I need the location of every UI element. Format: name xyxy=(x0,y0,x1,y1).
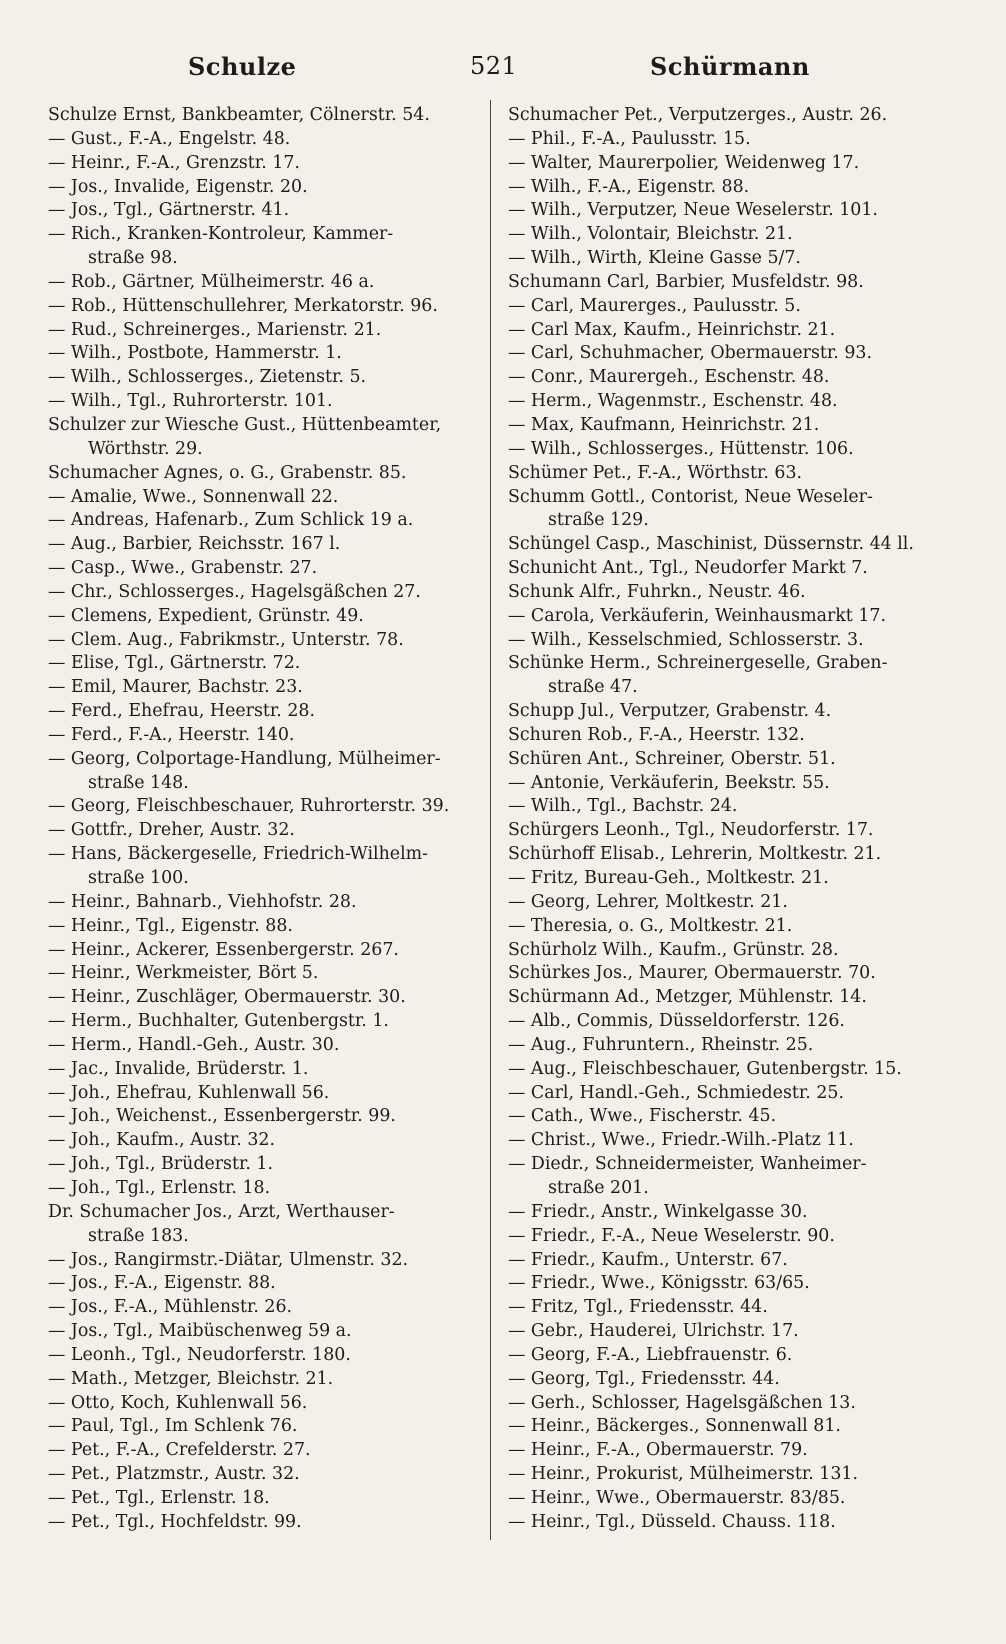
directory-entry: — Joh., Tgl., Erlenstr. 18. xyxy=(48,1177,271,1198)
directory-entry: — Heinr., F.-A., Obermauerstr. 79. xyxy=(508,1440,808,1461)
directory-entry: Schuren Rob., F.-A., Heerstr. 132. xyxy=(508,724,805,745)
directory-entry: — Christ., Wwe., Friedr.-Wilh.-Platz 11. xyxy=(508,1130,854,1151)
directory-entry: — Heinr., Bahnarb., Viehhofstr. 28. xyxy=(48,891,357,912)
directory-entry: — Rob., Gärtner, Mülheimerstr. 46 a. xyxy=(48,271,375,292)
running-head-left: Schulze xyxy=(188,52,297,81)
directory-entry: — Wilh., F.-A., Eigenstr. 88. xyxy=(508,176,750,197)
directory-entry: Schulzer zur Wiesche Gust., Hüttenbeamter, xyxy=(48,414,442,435)
directory-entry: — Heinr., Zuschläger, Obermauerstr. 30. xyxy=(48,987,406,1008)
directory-entry: — Friedr., Kaufm., Unterstr. 67. xyxy=(508,1249,788,1270)
directory-entry: — Heinr., Bäckerges., Sonnenwall 81. xyxy=(508,1416,841,1437)
directory-entry: — Carl, Handl.-Geh., Schmiedestr. 25. xyxy=(508,1082,844,1103)
directory-entry: Dr. Schumacher Jos., Arzt, Werthauser- xyxy=(48,1201,395,1222)
directory-entry: — Heinr., F.-A., Grenzstr. 17. xyxy=(48,152,300,173)
directory-entry: — Otto, Koch, Kuhlenwall 56. xyxy=(48,1392,308,1413)
directory-entry: Schunicht Ant., Tgl., Neudorfer Markt 7. xyxy=(508,558,868,579)
directory-entry: — Math., Metzger, Bleichstr. 21. xyxy=(48,1368,334,1389)
directory-entry: — Alb., Commis, Düsseldorferstr. 126. xyxy=(508,1011,845,1032)
directory-entry-continuation: straße 47. xyxy=(548,677,638,698)
directory-entry: — Cath., Wwe., Fischerstr. 45. xyxy=(508,1106,777,1127)
directory-entry: Schumm Gottl., Contorist, Neue Weseler- xyxy=(508,486,873,507)
directory-entry: — Pet., Tgl., Hochfeldstr. 99. xyxy=(48,1511,302,1532)
directory-entry: — Jos., F.-A., Eigenstr. 88. xyxy=(48,1273,276,1294)
left-column xyxy=(48,104,480,1535)
directory-entry: — Emil, Maurer, Bachstr. 23. xyxy=(48,677,303,698)
directory-entry: — Georg, Lehrer, Moltkestr. 21. xyxy=(508,891,788,912)
directory-entry: — Friedr., Wwe., Königsstr. 63/65. xyxy=(508,1273,810,1294)
directory-entry: — Fritz, Bureau-Geh., Moltkestr. 21. xyxy=(508,868,829,888)
directory-entry: — Hans, Bäckergeselle, Friedrich-Wilhelm- xyxy=(48,844,428,865)
directory-entry: Schürgers Leonh., Tgl., Neudorferstr. 17. xyxy=(508,820,874,841)
directory-entry: — Gerh., Schlosser, Hagelsgäßchen 13. xyxy=(508,1392,856,1413)
directory-entry: Schümer Pet., F.-A., Wörthstr. 63. xyxy=(508,462,803,483)
directory-entry: — Casp., Wwe., Grabenstr. 27. xyxy=(48,558,318,579)
directory-entry: — Herm., Wagenmstr., Eschenstr. 48. xyxy=(508,391,838,412)
directory-entry: — Aug., Barbier, Reichsstr. 167 l. xyxy=(48,534,341,555)
directory-entry: — Rud., Schreinerges., Marienstr. 21. xyxy=(48,319,382,340)
directory-entry: — Max, Kaufmann, Heinrichstr. 21. xyxy=(508,414,820,435)
directory-entry: — Aug., Fleischbeschauer, Gutenbergstr. 15. xyxy=(508,1058,902,1079)
directory-entry: — Wilh., Tgl., Ruhrorterstr. 101. xyxy=(48,391,333,412)
directory-entry: — Amalie, Wwe., Sonnenwall 22. xyxy=(48,486,339,507)
directory-entry: — Carl, Maurerges., Paulusstr. 5. xyxy=(508,295,801,316)
directory-entry: Schumacher Pet., Verputzerges., Austr. 26. xyxy=(508,105,888,125)
directory-entry: — Jos., Rangirmstr.-Diätar, Ulmenstr. 32. xyxy=(48,1249,409,1270)
directory-entry: — Phil., F.-A., Paulusstr. 15. xyxy=(508,128,751,149)
directory-entry: Schüren Ant., Schreiner, Oberstr. 51. xyxy=(508,748,836,769)
directory-entry: — Clemens, Expedient, Grünstr. 49. xyxy=(48,605,364,626)
directory-entry: — Joh., Tgl., Brüderstr. 1. xyxy=(48,1154,274,1175)
directory-entry: — Georg, F.-A., Liebfrauenstr. 6. xyxy=(508,1344,793,1365)
directory-entry: — Paul, Tgl., Im Schlenk 76. xyxy=(48,1416,298,1437)
directory-entry: — Fritz, Tgl., Friedensstr. 44. xyxy=(508,1297,768,1318)
directory-entry: — Conr., Maurergeh., Eschenstr. 48. xyxy=(508,367,830,388)
directory-entry: Schürholz Wilh., Kaufm., Grünstr. 28. xyxy=(508,939,839,960)
directory-entry: — Wilh., Schlosserges., Hüttenstr. 106. xyxy=(508,438,854,459)
directory-entry: Schürkes Jos., Maurer, Obermauerstr. 70. xyxy=(508,963,876,984)
directory-entry-continuation: straße 183. xyxy=(88,1225,189,1246)
directory-entry: — Georg, Fleischbeschauer, Ruhrorterstr. 39. xyxy=(48,796,450,817)
directory-entry: — Aug., Fuhruntern., Rheinstr. 25. xyxy=(508,1034,814,1055)
directory-entry: — Heinr., Ackerer, Essenbergerstr. 267. xyxy=(48,939,399,960)
directory-entry: Schürmann Ad., Metzger, Mühlenstr. 14. xyxy=(508,987,867,1008)
directory-entry: — Walter, Maurerpolier, Weidenweg 17. xyxy=(508,152,860,173)
directory-entry: — Wilh., Kesselschmied, Schlosserstr. 3. xyxy=(508,629,864,650)
directory-entry: — Andreas, Hafenarb., Zum Schlick 19 a. xyxy=(48,510,414,531)
directory-entry: — Joh., Weichenst., Essenbergerstr. 99. xyxy=(48,1106,396,1127)
directory-entry: Schumann Carl, Barbier, Musfeldstr. 98. xyxy=(508,271,864,292)
directory-entry: Schünke Herm., Schreinergeselle, Graben- xyxy=(508,653,888,674)
directory-entry: Schürhoff Elisab., Lehrerin, Moltkestr. 21. xyxy=(508,844,882,865)
directory-entry: — Heinr., Tgl., Düsseld. Chauss. 118. xyxy=(508,1511,836,1532)
directory-entry: Schüngel Casp., Maschinist, Düssernstr. 44 ll. xyxy=(508,534,914,555)
directory-entry: — Diedr., Schneidermeister, Wanheimer- xyxy=(508,1154,867,1175)
directory-entry: — Gebr., Hauderei, Ulrichstr. 17. xyxy=(508,1321,799,1342)
directory-entry: — Theresia, o. G., Moltkestr. 21. xyxy=(508,915,793,936)
directory-entry: — Wilh., Wirth, Kleine Gasse 5/7. xyxy=(508,248,801,269)
directory-entry: — Leonh., Tgl., Neudorferstr. 180. xyxy=(48,1344,351,1365)
directory-entry-continuation: Wörthstr. 29. xyxy=(88,438,203,459)
directory-entry: — Wilh., Postbote, Hammerstr. 1. xyxy=(48,343,342,364)
right-column xyxy=(508,104,954,1535)
running-head-right: Schürmann xyxy=(650,52,810,81)
directory-entry: — Joh., Ehefrau, Kuhlenwall 56. xyxy=(48,1082,330,1103)
directory-entry: — Heinr., Tgl., Eigenstr. 88. xyxy=(48,915,293,936)
directory-entry-continuation: straße 148. xyxy=(88,772,189,793)
directory-entry: Schulze Ernst, Bankbeamter, Cölnerstr. 54. xyxy=(48,105,430,125)
directory-entry: — Heinr., Werkmeister, Bört 5. xyxy=(48,963,319,984)
directory-entry: — Antonie, Verkäuferin, Beekstr. 55. xyxy=(508,772,830,793)
directory-entry: — Ferd., Ehefrau, Heerstr. 28. xyxy=(48,701,316,722)
directory-entry: — Georg, Tgl., Friedensstr. 44. xyxy=(508,1368,780,1389)
column-divider xyxy=(490,100,491,1540)
directory-entry: — Heinr., Wwe., Obermauerstr. 83/85. xyxy=(508,1487,846,1508)
directory-entry: — Friedr., Anstr., Winkelgasse 30. xyxy=(508,1201,808,1222)
directory-entry: — Rob., Hüttenschullehrer, Merkatorstr. 96. xyxy=(48,295,438,316)
directory-entry-continuation: straße 129. xyxy=(548,510,649,531)
directory-entry: — Elise, Tgl., Gärtnerstr. 72. xyxy=(48,653,301,674)
directory-entry: — Georg, Colportage-Handlung, Mülheimer- xyxy=(48,748,441,769)
directory-entry: — Carl Max, Kaufm., Heinrichstr. 21. xyxy=(508,319,836,340)
directory-entry: — Wilh., Volontair, Bleichstr. 21. xyxy=(508,224,793,245)
directory-entry: — Carl, Schuhmacher, Obermauerstr. 93. xyxy=(508,343,873,364)
directory-entry: Schupp Jul., Verputzer, Grabenstr. 4. xyxy=(508,701,832,722)
directory-entry-continuation: straße 100. xyxy=(88,868,189,888)
directory-entry-continuation: straße 98. xyxy=(88,248,178,269)
directory-entry: — Gottfr., Dreher, Austr. 32. xyxy=(48,820,295,841)
directory-entry: — Pet., Platzmstr., Austr. 32. xyxy=(48,1464,300,1485)
directory-entry: — Friedr., F.-A., Neue Weselerstr. 90. xyxy=(508,1225,835,1246)
directory-entry: Schumacher Agnes, o. G., Grabenstr. 85. xyxy=(48,462,407,483)
directory-entry: — Jos., Tgl., Gärtnerstr. 41. xyxy=(48,200,290,221)
directory-entry: — Joh., Kaufm., Austr. 32. xyxy=(48,1130,276,1151)
directory-entry: — Rich., Kranken-Kontroleur, Kammer- xyxy=(48,224,394,245)
directory-entry: — Herm., Buchhalter, Gutenbergstr. 1. xyxy=(48,1011,389,1032)
directory-entry: — Jac., Invalide, Brüderstr. 1. xyxy=(48,1058,309,1079)
directory-entry: — Clem. Aug., Fabrikmstr., Unterstr. 78. xyxy=(48,629,404,650)
directory-entry: — Pet., F.-A., Crefelderstr. 27. xyxy=(48,1440,311,1461)
directory-entry: — Carola, Verkäuferin, Weinhausmarkt 17. xyxy=(508,605,886,626)
directory-entry: — Wilh., Verputzer, Neue Weselerstr. 101. xyxy=(508,200,878,221)
directory-entry: — Herm., Handl.-Geh., Austr. 30. xyxy=(48,1034,340,1055)
directory-entry: — Jos., Tgl., Maibüschenweg 59 a. xyxy=(48,1321,352,1342)
directory-entry: — Ferd., F.-A., Heerstr. 140. xyxy=(48,724,295,745)
directory-entry: — Chr., Schlosserges., Hagelsgäßchen 27. xyxy=(48,581,421,602)
page-number: 521 xyxy=(470,52,518,80)
directory-entry: — Gust., F.-A., Engelstr. 48. xyxy=(48,128,291,149)
directory-entry: — Wilh., Schlosserges., Zietenstr. 5. xyxy=(48,367,367,388)
directory-entry: — Jos., Invalide, Eigenstr. 20. xyxy=(48,176,308,197)
directory-entry: — Wilh., Tgl., Bachstr. 24. xyxy=(508,796,738,817)
directory-entry: — Heinr., Prokurist, Mülheimerstr. 131. xyxy=(508,1464,859,1485)
directory-entry-continuation: straße 201. xyxy=(548,1177,649,1198)
directory-entry: Schunk Alfr., Fuhrkn., Neustr. 46. xyxy=(508,581,806,602)
directory-entry: — Jos., F.-A., Mühlenstr. 26. xyxy=(48,1297,293,1318)
directory-entry: — Pet., Tgl., Erlenstr. 18. xyxy=(48,1487,270,1508)
